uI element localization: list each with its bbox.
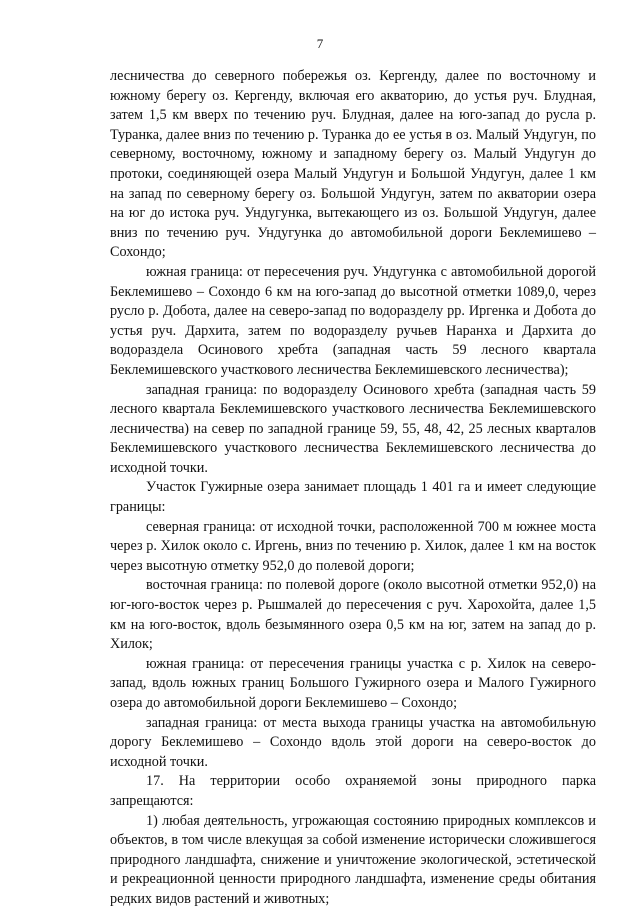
- paragraph-west-boundary: западная граница: по водоразделу Осинового хребта (западная часть 59 лесного квартала Беклемишевского участкового лесничества Беклемишевского лесничества) на север по западной границе 59, 55, 48, 42, 25 лесных кварталов Беклемишевского участкового лесничества Беклемишевского лесничества до исходной точки.: [110, 381, 596, 476]
- paragraph-lake-kergendu-boundary: лесничества до северного побережья оз. Кергенду, далее по восточному и южному берегу оз. Кергенду, включая его акваторию, до устья руч. Блудная, затем 1,5 км вверх по течению руч. Блудная, далее на юго-запад до русла р. Туранка, далее вниз по течению р. Туранка до ее устья в оз. Малый Ундугун, по северному, восточному, южному и западному берегу оз. Малый Ундугун до протоки, соединяющей озера Малый Ундугун и Большой Ундугун, далее 1 км на запад по северному берегу оз. Большой Ундугун, затем по акватории озера на юг до истока руч. Ундугунка, вытекающего из оз. Большой Ундугун, далее вниз по течению руч. Ундугунка до автомобильной дороги Беклемишево – Сохондо;: [110, 68, 596, 261]
- paragraph-item-17-1: 1) любая деятельность, угрожающая состоянию природных комплексов и объектов, в том числе влекущая за собой изменение исторически сложившегося природного ландшафта, снижение и уничтожение экологической, эстетической и рекреационной ценности природного ландшафта, изменение среды обитания редких видов растений и животных;: [110, 812, 596, 907]
- paragraph-guzhirnye-east-boundary: восточная граница: по полевой дороге (около высотной отметки 952,0) на юг-юго-восток через р. Рышмалей до пересечения с руч. Харохойта, далее 1,5 км на юго-восток, вдоль безымянного озера 0,5 км на юг, затем на запад до р. Хилок;: [110, 577, 596, 653]
- paragraph-south-boundary: южная граница: от пересечения руч. Ундугунка с автомобильной дорогой Беклемишево – Сохондо 6 км на юго-запад до высотной отметки 1089,0, через русло р. Добота, далее на северо-запад по водоразделу рр. Иргенка и Добота до устья руч. Дархита, затем по водоразделу ручьев Наранха и Дархита до водораздела Осинового хребта (западная часть 59 лесного квартала Беклемишевского участкового лесничества Беклемишевского лесничества);: [110, 263, 596, 378]
- paragraph-guzhirnye-area: Участок Гужирные озера занимает площадь 1 401 га и имеет следующие границы:: [110, 479, 596, 516]
- paragraph-guzhirnye-north-boundary: северная граница: от исходной точки, расположенной 700 м южнее моста через р. Хилок около с. Иргень, вниз по течению р. Хилок, далее 1 км на восток через высотную отметку 952,0 до полевой дороги;: [110, 518, 596, 574]
- paragraph-guzhirnye-south-boundary: южная граница: от пересечения границы участка с р. Хилок на северо-запад, вдоль южных границ Большого Гужирного озера и Малого Гужирного озера до автомобильной дороги Беклемишево – Сохондо;: [110, 655, 596, 711]
- document-body: [110, 67, 596, 910]
- page-number: 7: [316, 36, 324, 51]
- paragraph-guzhirnye-west-boundary: западная граница: от места выхода границы участка на автомобильную дорогу Беклемишево – Сохондо вдоль этой дороги на северо-восток до исходной точки.: [110, 714, 596, 770]
- paragraph-item-17: 17. На территории особо охраняемой зоны природного парка запрещаются:: [110, 773, 596, 809]
